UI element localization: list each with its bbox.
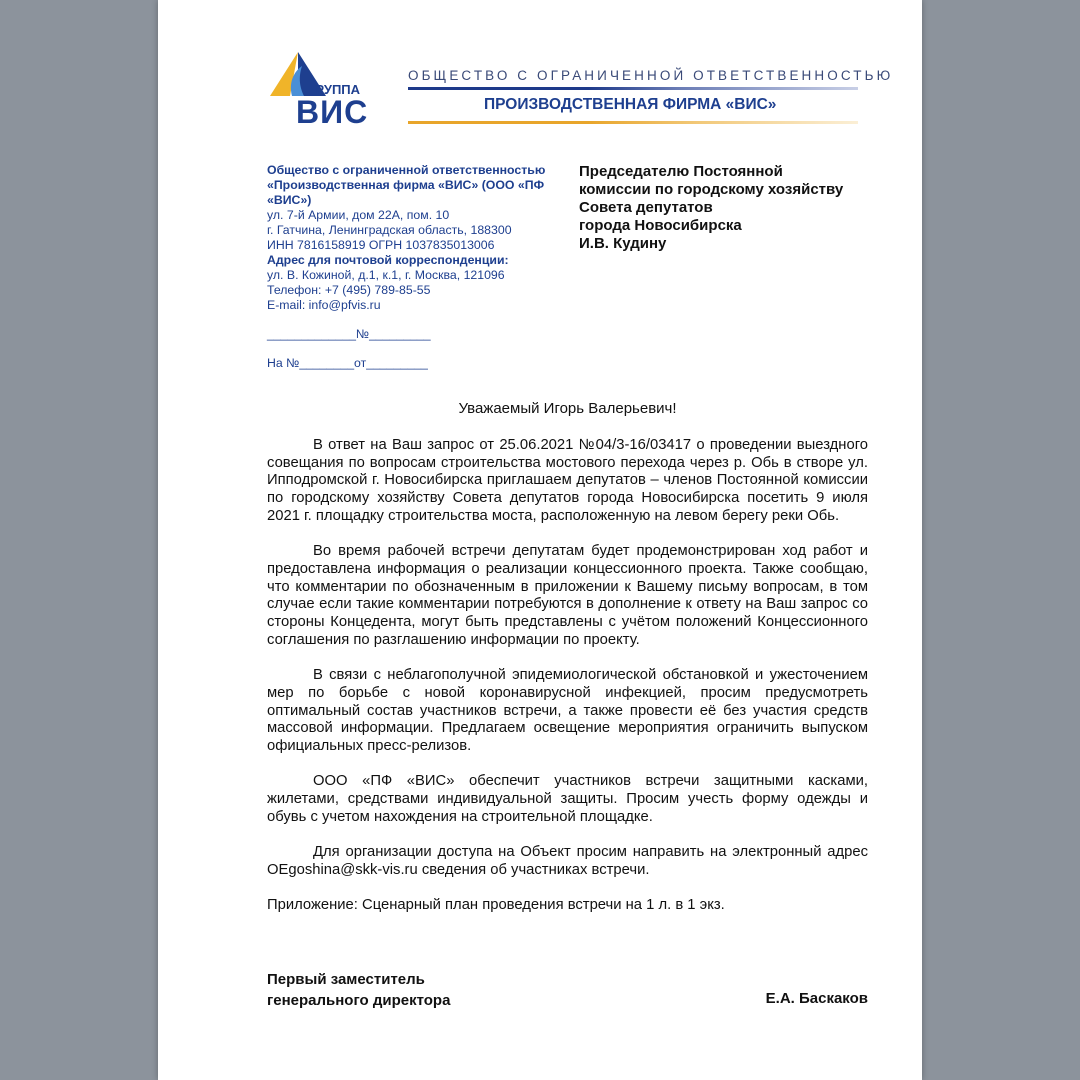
sender-ids: ИНН 7816158919 ОГРН 1037835013006 xyxy=(267,238,495,252)
letter-body xyxy=(267,437,868,933)
signatory-title-line: Первый заместитель xyxy=(267,971,425,988)
company-logo xyxy=(268,50,378,130)
header-company-name: ПРОИЗВОДСТВЕННАЯ ФИРМА «ВИС» xyxy=(484,96,777,113)
sender-name: «Производственная фирма «ВИС» (ООО «ПФ xyxy=(267,178,545,192)
signatory-name: Е.А. Баскаков xyxy=(765,990,868,1007)
letter-page xyxy=(158,0,922,1080)
sender-name: «ВИС») xyxy=(267,193,312,207)
header-legal-form: ОБЩЕСТВО С ОГРАНИЧЕННОЙ ОТВЕТСТВЕННОСТЬЮ xyxy=(408,68,894,83)
recipient-line: Председателю Постоянной xyxy=(579,163,783,180)
sender-phone: Телефон: +7 (495) 789-85-55 xyxy=(267,283,431,297)
mail-address: ул. В. Кожиной, д.1, к.1, г. Москва, 121096 xyxy=(267,268,505,282)
sender-name: Общество с ограниченной ответственностью xyxy=(267,163,546,177)
paragraph: Во время рабочей встречи депутатам будет продемонстрирован ход работ и предоставлена информация о реализации концессионного проекта. Также сообщаю, что комментарии по обозначенным в приложении к Вашему письму вопросам, в том случае если такие комментарии потребуются в дополнение к ответу на Ваш запрос со стороны Концедента, могут быть представлены с учётом положений Концессионного соглашения по разглашению информации по проекту. xyxy=(267,543,868,648)
sender-address: г. Гатчина, Ленинградская область, 188300 xyxy=(267,223,512,237)
sender-email: E-mail: info@pfvis.ru xyxy=(267,298,381,312)
paragraph: В связи с неблагополучной эпидемиологической обстановкой и ужесточением мер по борьбе с новой коронавирусной инфекцией, просим предусмотреть оптимальный состав участников встречи, а также провести её без участия средств массовой информации. Предлагаем освещение мероприятия ограничить выпуском официальных пресс-релизов. xyxy=(267,667,868,754)
logo-brand-text: ВИС xyxy=(296,94,369,130)
recipient-line: И.В. Кудину xyxy=(579,235,667,252)
paragraph: В ответ на Ваш запрос от 25.06.2021 №04/3-16/03417 о проведении выездного совещания по вопросам строительства мостового перехода через р. Обь в створе ул. Ипподромской г. Новосибирска приглашаем депутатов – членов Постоянной комиссии по городскому хозяйству Совета депутатов города Новосибирска посетить 9 июля 2021 г. площадку строительства моста, расположенную на левом берегу реки Обь. xyxy=(267,437,868,524)
header-blue-rule xyxy=(408,87,858,90)
appendix-note: Приложение: Сценарный план проведения встречи на 1 л. в 1 экз. xyxy=(267,897,725,914)
incoming-number: На №________от_________ xyxy=(267,356,428,370)
recipient-block xyxy=(579,163,843,253)
sender-block xyxy=(267,163,597,313)
paragraph: Для организации доступа на Объект просим направить на электронный адрес OEgoshina@skk-vis.ru сведения об участниках встречи. xyxy=(267,844,868,878)
sender-address: ул. 7-й Армии, дом 22А, пом. 10 xyxy=(267,208,450,222)
mail-label: Адрес для почтовой корреспонденции: xyxy=(267,253,509,267)
logo-group-text: ГРУППА xyxy=(308,82,361,97)
recipient-line: Совета депутатов xyxy=(579,199,713,216)
recipient-line: комиссии по городскому хозяйству xyxy=(579,181,844,198)
signatory-title xyxy=(267,969,450,1011)
header-yellow-rule xyxy=(408,121,858,124)
signatory-title-line: генерального директора xyxy=(267,992,451,1009)
greeting: Уважаемый Игорь Валерьевич! xyxy=(458,400,677,417)
recipient-line: города Новосибирска xyxy=(579,217,742,234)
paragraph: ООО «ПФ «ВИС» обеспечит участников встречи защитными касками, жилетами, средствами индивидуальной защиты. Просим учесть форму одежды и обувь с учетом нахождения на строительной площадке. xyxy=(267,773,868,825)
outgoing-number: _____________№_________ xyxy=(267,327,431,341)
